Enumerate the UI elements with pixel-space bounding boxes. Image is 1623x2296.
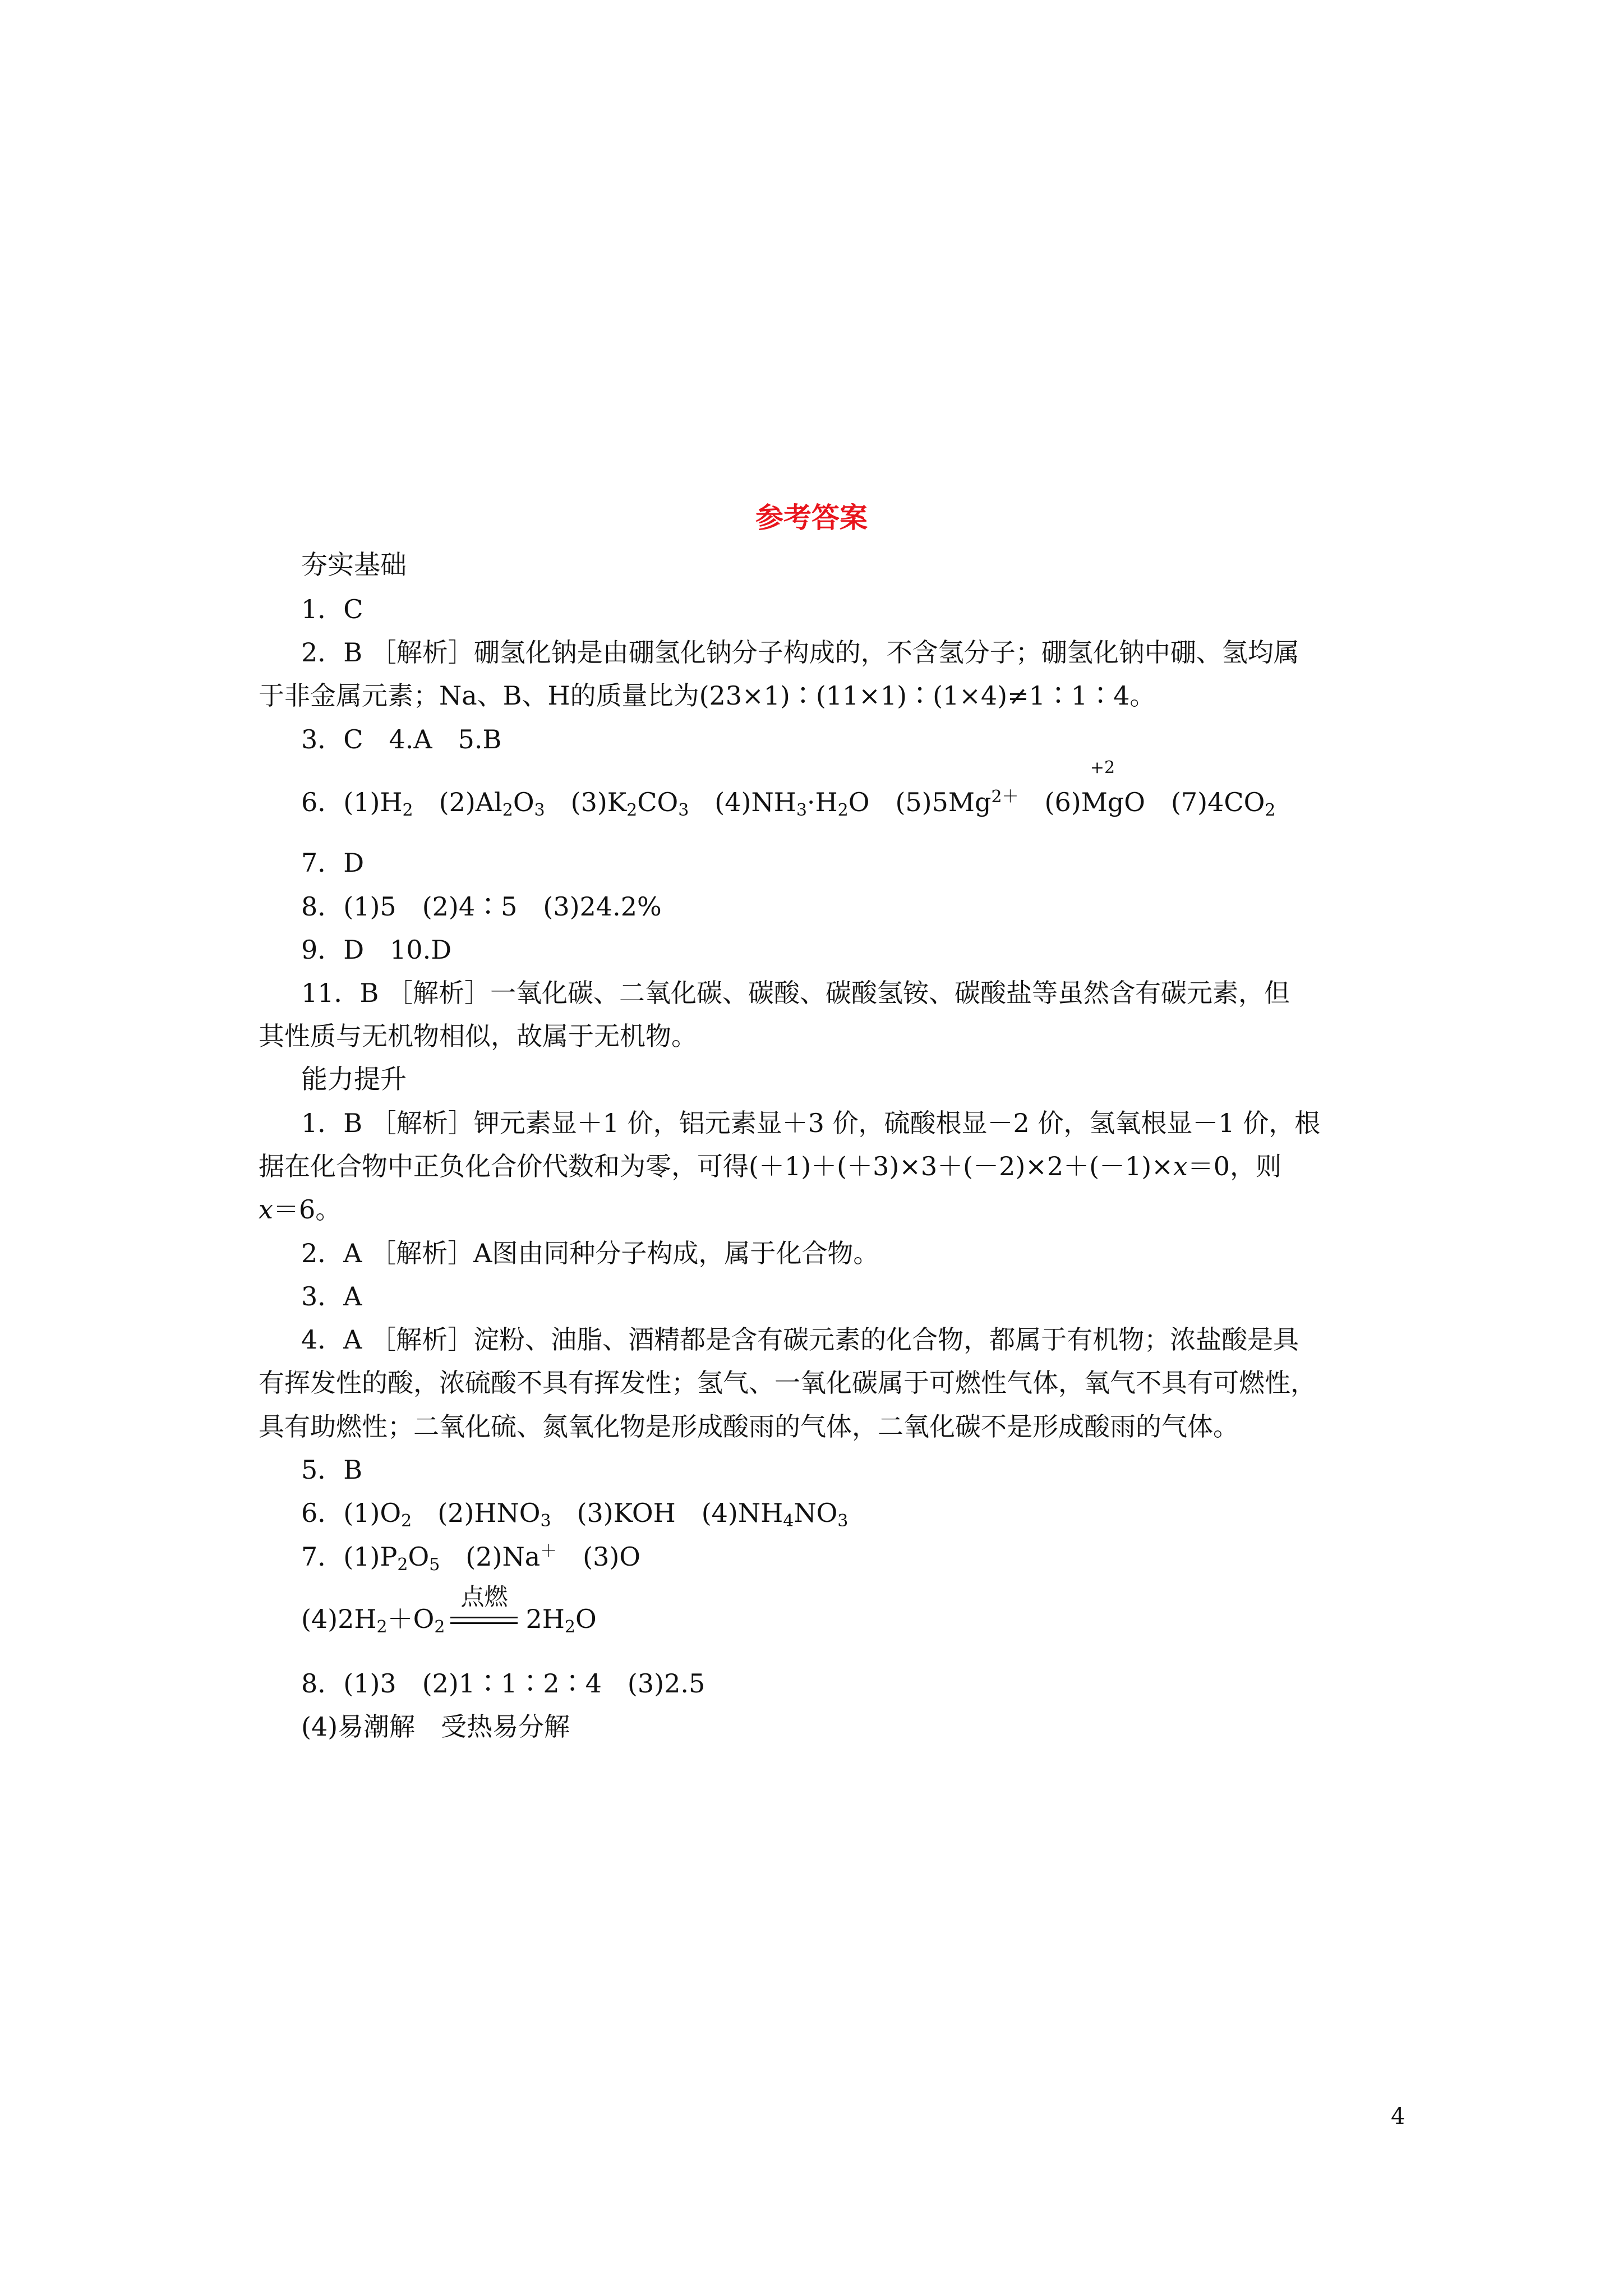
section-heading-advanced: 能力提升 [301, 1064, 407, 1095]
answer-line-formulas: 7．$(1)P_2O_5$ (2)Na＋ (3)O [301, 1542, 641, 1575]
answer-line: 1．C [301, 594, 363, 624]
answer-line: 2．B ［解析］硼氢化钠是由硼氢化钠分子构成的，不含氢分子；硼氢化钠中硼、氢均属 [301, 637, 1299, 668]
answer-line: 5．B [301, 1455, 363, 1485]
answer-line: 据在化合物中正负化合价代数和为零，可得(＋1)＋(＋3)×3＋(－2)×2＋(－1)×x＝0，则 [259, 1151, 1282, 1181]
answer-line: 其性质与无机物相似，故属于无机物。 [259, 1021, 697, 1051]
equals-sign [450, 1617, 518, 1624]
answer-line-formulas: 6．$(1)H_2$ $(2)Al_2O_3$ $(3)K_2CO_3$ $(4)NH_3\cdot H_2O$ $(5)5Mg^{2+}$ (6) +2 MgO $(7)4CO_2$ [301, 781, 1275, 823]
answer-line-formulas: 6．$(1)O_2$ $(2)HNO_3$ (3)KOH $(4)NH_4NO_3$ [301, 1498, 849, 1531]
answer-line: 2．A ［解析］A图由同种分子构成，属于化合物。 [301, 1238, 879, 1268]
valence-mark: +2 Mg [1081, 758, 1124, 817]
answer-line: x＝6。 [259, 1194, 342, 1225]
answer-line: 3．A [301, 1281, 362, 1312]
answer-line: 8．(1)3 (2)1∶1∶2∶4 (3)2.5 [301, 1668, 706, 1699]
answer-line: 1．B ［解析］钾元素显＋1 价，铝元素显＋3 价，硫酸根显－2 价，氢氧根显－1 价，根 [301, 1108, 1321, 1138]
answer-line: (4)易潮解 受热易分解 [301, 1711, 570, 1742]
answer-line: 有挥发性的酸，浓硫酸不具有挥发性；氢气、一氧化碳属于可燃性气体，氧气不具有可燃性， [259, 1368, 1316, 1398]
section-heading-basic: 夯实基础 [301, 550, 407, 581]
answer-line: 3．C 4.A 5.B [301, 724, 502, 754]
answer-line: 7．D [301, 848, 365, 878]
answer-line: 8．(1)5 (2)4∶5 (3)24.2% [301, 891, 662, 922]
page-number: 4 [1391, 2104, 1405, 2129]
answer-line: 于非金属元素；Na、B、H的质量比为(23×1)∶(11×1)∶(1×4)≠1∶1∶4。 [259, 680, 1156, 711]
reaction-condition: 点燃 [450, 1610, 518, 1632]
answer-line: 9．D 10.D [301, 935, 452, 965]
answer-line: 11．B ［解析］一氧化碳、二氧化碳、碳酸、碳酸氢铵、碳酸盐等虽然含有碳元素，但 [301, 978, 1290, 1008]
answer-line: 具有助燃性；二氧化硫、氮氧化物是形成酸雨的气体，二氧化碳不是形成酸雨的气体。 [259, 1411, 1239, 1442]
answer-line: 4．A ［解析］淀粉、油脂、酒精都是含有碳元素的化合物，都属于有机物；浓盐酸是具 [301, 1324, 1299, 1355]
chemical-equation: $(4)2H_2+O_2$ 点燃 $2H_2O$ [301, 1583, 597, 1637]
page-title: 参考答案 [755, 501, 868, 534]
